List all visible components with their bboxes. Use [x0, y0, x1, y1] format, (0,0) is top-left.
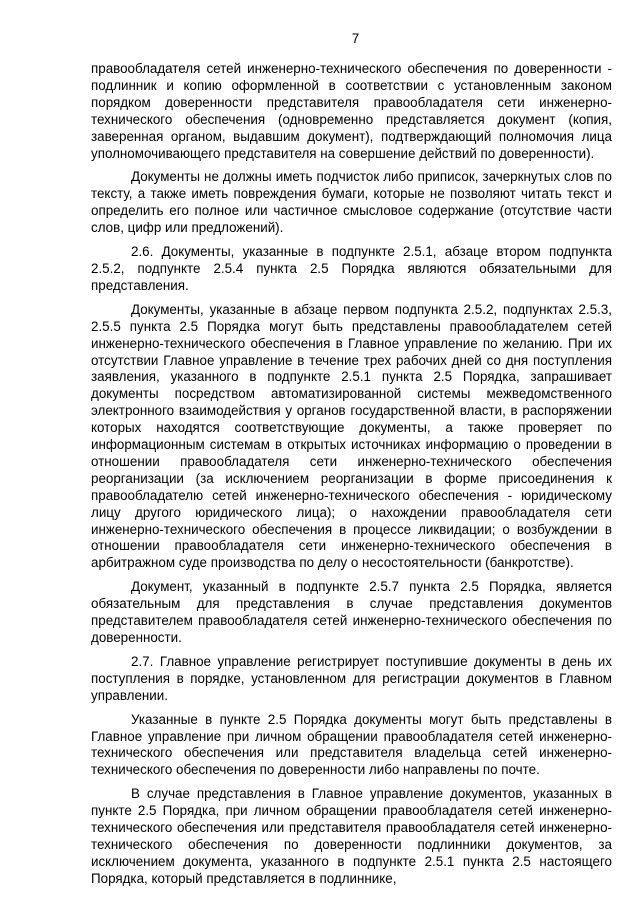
- paragraph: Документы, указанные в абзаце первом подпункта 2.5.2, подпунктах 2.5.3, 2.5.5 пункта 2.5 Порядка могут быть представлены правообладателем сетей инженерно-технического обеспечения в Главное управление по желанию. При их отсутствии Главное управление в течение трех рабочих дней со дня поступления заявления, указанного в подпункте 2.5.1 пункта 2.5 Порядка, запрашивает документы посредством автоматизированной системы межведомственного электронного взаимодействия у органов государственной власти, в распоряжении которых находятся соответствующие документы, а также проверяет по информационным системам в открытых источниках информацию о проведении в отношении правообладателя сети инженерно-технического обеспечения реорганизации (за исключением реорганизации в форме присоединения к правообладателю сетей инженерно-технического обеспечения - юридическому лицу другого юридического лица); о нахождении правообладателя сети инженерно-технического обеспечения в процессе ликвидации; о возбуждении в отношении правообладателя сети инженерно-технического обеспечения в арбитражном суде производства по делу о несостоятельности (банкротстве).: [91, 301, 612, 571]
- document-body: [91, 61, 612, 888]
- page-number: 7: [351, 31, 360, 46]
- paragraph: Документ, указанный в подпункте 2.5.7 пункта 2.5 Порядка, является обязательным для представления в случае представления документов представителем правообладателя сетей инженерно-технического обеспечения по доверенности.: [91, 579, 612, 645]
- paragraph-2-7: 2.7. Главное управление регистрирует поступившие документы в день их поступления в порядке, установленном для регистрации документов в Главном управлении.: [91, 653, 612, 703]
- paragraph: Указанные в пункте 2.5 Порядка документы могут быть представлены в Главное управление при личном обращении правообладателя сетей инженерно-технического обеспечения или представителя владельца сетей инженерно-технического обеспечения по доверенности либо направлены по почте.: [91, 711, 612, 778]
- paragraph-continuation: правообладателя сетей инженерно-технического обеспечения по доверенности - подлинник и копию оформленной в соответствии с установленным законом порядком доверенности представителя правообладателя сети инженерно-технического обеспечения (одновременно представляется документ (копия, заверенная органом, выдавшим документ), подтверждающий полномочия лица уполномочивающего представителя на совершение действий по доверенности).: [91, 61, 612, 161]
- paragraph-2-6: 2.6. Документы, указанные в подпункте 2.5.1, абзаце втором подпункта 2.5.2, подпункте 2.5.4 пункта 2.5 Порядка являются обязательными для представления.: [91, 244, 612, 293]
- paragraph: В случае представления в Главное управление документов, указанных в пункте 2.5 Порядка, при личном обращении правообладателя сетей инженерно-технического обеспечения или представителя правообладателя сетей инженерно-технического обеспечения по доверенности подлинники документов, за исключением документа, указанного в подпункте 2.5.1 пункта 2.5 настоящего Порядка, который представляется в подлиннике,: [91, 786, 612, 886]
- paragraph: Документы не должны иметь подчисток либо приписок, зачеркнутых слов по тексту, а также иметь повреждения бумаги, которые не позволяют читать текст и определить его полное или частичное смысловое содержание (отсутствие части слов, цифр или предложений).: [91, 169, 612, 236]
